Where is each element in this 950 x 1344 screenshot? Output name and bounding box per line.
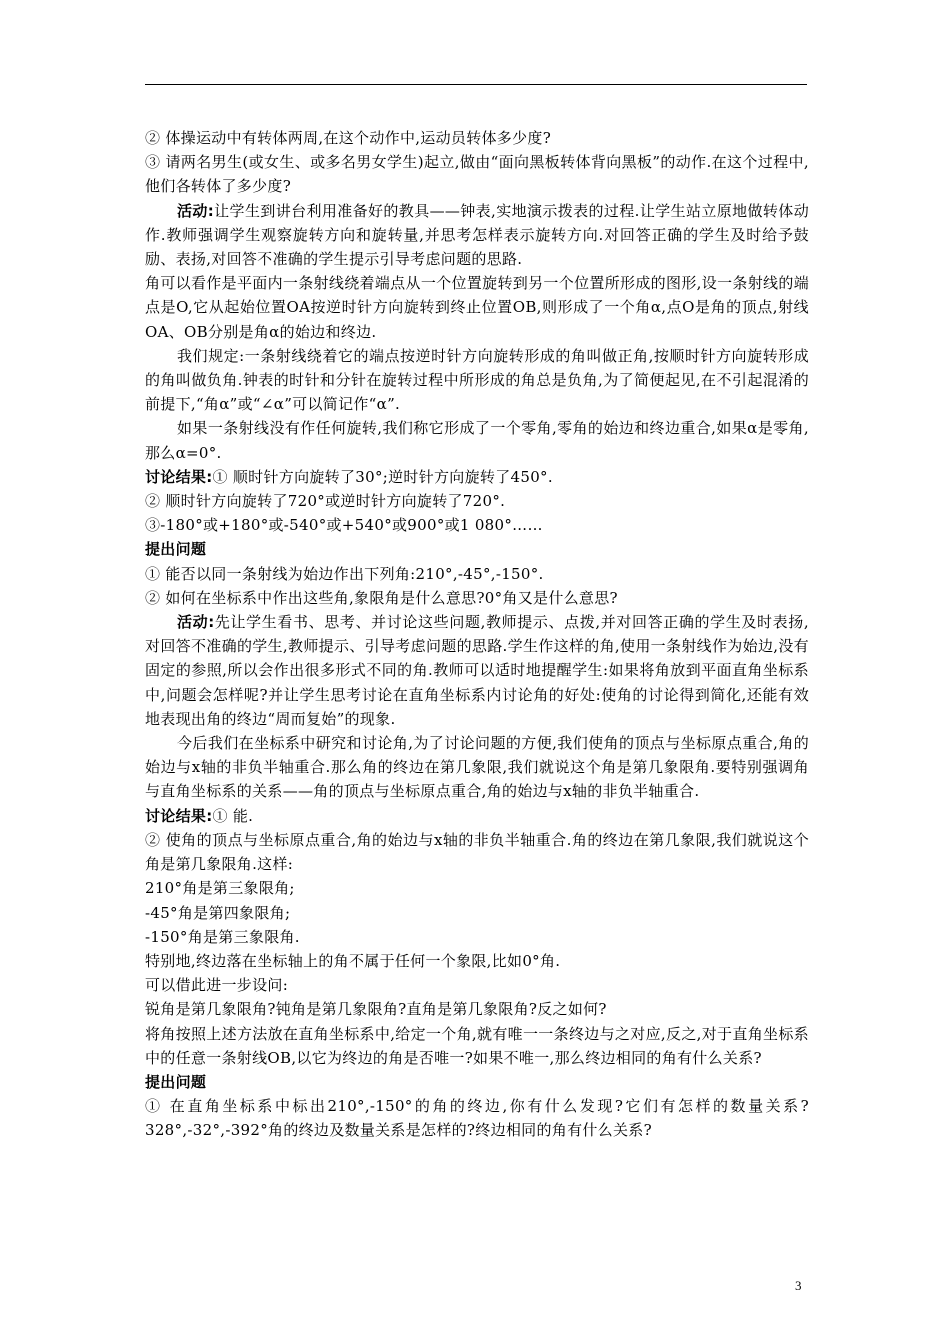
paragraph: -45°角是第四象限角; bbox=[145, 903, 291, 922]
paragraph: ③-180°或+180°或-540°或+540°或900°或1 080°…… bbox=[145, 516, 543, 535]
page-number: 3 bbox=[795, 1278, 802, 1293]
paragraph: 锐角是第几象限角?钝角是第几象限角?直角是第几象限角?反之如何? bbox=[145, 1000, 607, 1019]
paragraph-text: ① 能. bbox=[212, 806, 254, 825]
paragraph: ① 在直角坐标系中标出210°,-150°的角的终边,你有什么发现?它们有怎样的数量关系?328°,-32°,-392°角的终边及数量关系是怎样的?终边相同的角有什么关系? bbox=[145, 1097, 809, 1140]
paragraph-text: 先让学生看书、思考、并讨论这些问题,教师提示、点拨,并对回答正确的学生及时表扬,对回答不准确的学生,教师提示、引导考虑问题的思路.学生作这样的角,使用一条射线作为始边,没有固定的参照,所以会作出很多形式不同的角.教师可以适时地提醒学生:如果将角放到平面直角坐标系中,问题会怎样呢?并让学生思考讨论在直角坐标系内讨论角的好处:使角的讨论得到简化,还能有效地表现出角的终边“周而复始”的现象. bbox=[145, 613, 809, 728]
section-heading: 提出问题 bbox=[145, 1072, 207, 1091]
paragraph: 今后我们在坐标系中研究和讨论角,为了讨论问题的方便,我们使角的顶点与坐标原点重合,角的始边与x轴的非负半轴重合.那么角的终边在第几象限,我们就说这个角是第几象限角.要特别强调角与直角坐标系的关系——角的顶点与坐标原点重合,角的始边与x轴的非负半轴重合. bbox=[145, 734, 809, 801]
paragraph: ② 顺时针方向旋转了720°或逆时针方向旋转了720°. bbox=[145, 492, 506, 511]
paragraph: 如果一条射线没有作任何旋转,我们称它形成了一个零角,零角的始边和终边重合,如果α是零角,那么α=0°. bbox=[145, 419, 809, 462]
paragraph-text: 让学生到讲台利用准备好的教具——钟表,实地演示拨表的过程.让学生站立原地做转体动作.教师强调学生观察旋转方向和旋转量,并思考怎样表示旋转方向.对回答正确的学生及时给予鼓励、表扬,对回答不准确的学生提示引导考虑问题的思路. bbox=[145, 201, 809, 269]
paragraph-text: ① 顺时针方向旋转了30°;逆时针方向旋转了450°. bbox=[212, 467, 553, 486]
discussion-label: 讨论结果: bbox=[145, 806, 213, 825]
section-heading: 提出问题 bbox=[145, 540, 207, 559]
paragraph: ① 能否以同一条射线为始边作出下列角:210°,-45°,-150°. bbox=[145, 564, 544, 583]
paragraph: 我们规定:一条射线绕着它的端点按逆时针方向旋转形成的角叫做正角,按顺时针方向旋转形成的角叫做负角.钟表的时针和分针在旋转过程中所形成的角总是负角,为了简便起见,在不引起混淆的前提下,“角α”或“∠α”可以简记作“α”. bbox=[145, 346, 809, 414]
document-body bbox=[145, 126, 809, 1143]
paragraph: 可以借此进一步设问: bbox=[145, 976, 289, 995]
header-rule bbox=[145, 84, 807, 85]
paragraph: ③ 请两名男生(或女生、或多名男女学生)起立,做由“面向黑板转体背向黑板”的动作.在这个过程中,他们各转体了多少度? bbox=[145, 153, 809, 196]
paragraph: ② 体操运动中有转体两周,在这个动作中,运动员转体多少度? bbox=[145, 129, 552, 147]
paragraph: 特别地,终边落在坐标轴上的角不属于任何一个象限,比如0°角. bbox=[145, 951, 561, 970]
paragraph: -150°角是第三象限角. bbox=[145, 927, 300, 946]
paragraph bbox=[145, 610, 809, 731]
paragraph: 210°角是第三象限角; bbox=[145, 879, 295, 898]
paragraph: 将角按照上述方法放在直角坐标系中,给定一个角,就有唯一一条终边与之对应,反之,对于直角坐标系中的任意一条射线OB,以它为终边的角是否唯一?如果不唯一,那么终边相同的角有什么关系? bbox=[145, 1024, 809, 1067]
paragraph bbox=[145, 465, 809, 489]
paragraph bbox=[145, 804, 809, 828]
paragraph bbox=[145, 199, 809, 272]
paragraph: 角可以看作是平面内一条射线绕着端点从一个位置旋转到另一个位置所形成的图形,设一条射线的端点是O,它从起始位置OA按逆时针方向旋转到终止位置OB,则形成了一个角α,点O是角的顶点,射线OA、OB分别是角α的始边和终边. bbox=[145, 274, 809, 341]
paragraph: ② 使角的顶点与坐标原点重合,角的始边与x轴的非负半轴重合.角的终边在第几象限,我们就说这个角是第几象限角.这样: bbox=[145, 830, 809, 874]
activity-label: 活动: bbox=[177, 201, 215, 220]
activity-label: 活动: bbox=[177, 613, 215, 632]
paragraph: ② 如何在坐标系中作出这些角,象限角是什么意思?0°角又是什么意思? bbox=[145, 588, 618, 607]
discussion-label: 讨论结果: bbox=[145, 467, 213, 486]
